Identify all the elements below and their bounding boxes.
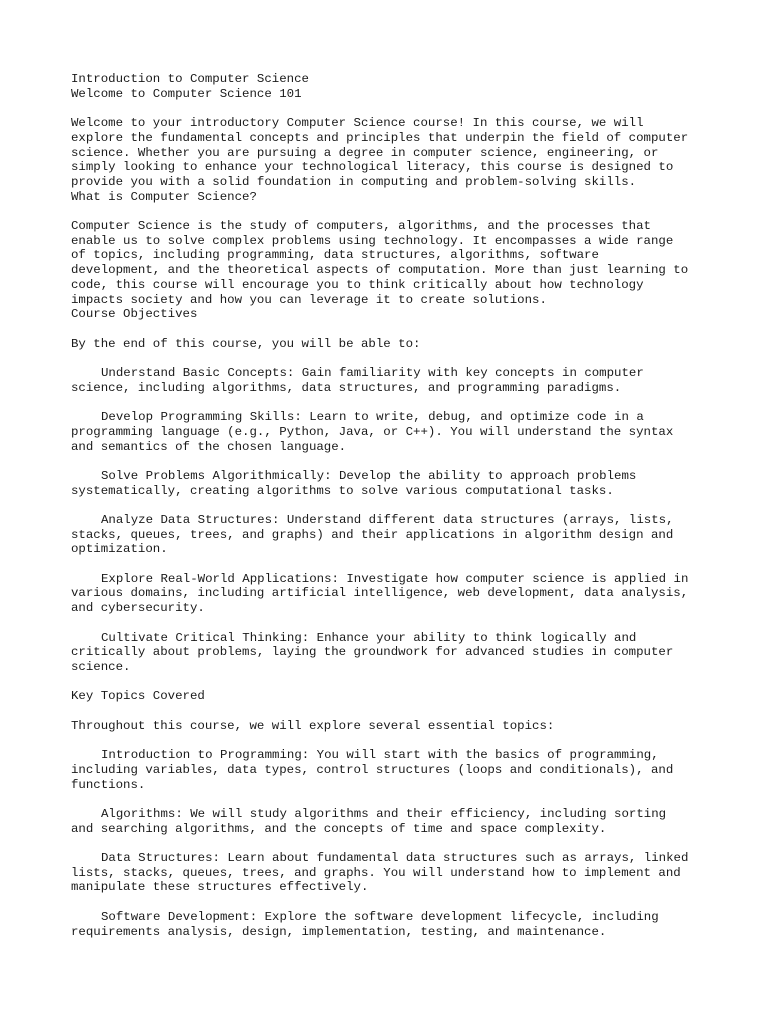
spacer: [71, 616, 711, 631]
what-line: impacts society and how you can leverage it to create solutions.: [71, 292, 547, 307]
document-page: [71, 72, 711, 939]
objective-line: and semantics of the chosen language.: [71, 439, 347, 454]
section-heading-what: What is Computer Science?: [71, 189, 257, 204]
objective-line: Analyze Data Structures: Understand different data structures (arrays, lists,: [101, 512, 674, 527]
document-subtitle: Welcome to Computer Science 101: [71, 86, 302, 101]
objective-line: Solve Problems Algorithmically: Develop the ability to approach problems: [101, 468, 637, 483]
objective-item: [71, 410, 711, 454]
topics-intro: Throughout this course, we will explore several essential topics:: [71, 718, 555, 733]
objective-line: optimization.: [71, 542, 168, 557]
objective-item: [71, 631, 711, 675]
spacer: [71, 454, 711, 469]
section-heading-topics: Key Topics Covered: [71, 689, 205, 704]
topic-line: including variables, data types, control structures (loops and conditionals), and: [71, 762, 674, 777]
spacer: [71, 395, 711, 410]
intro-line: explore the fundamental concepts and principles that underpin the field of computer: [71, 130, 689, 145]
topic-item: [71, 851, 711, 895]
objective-line: programming language (e.g., Python, Java, or C++). You will understand the syntax: [71, 424, 674, 439]
objective-line: Understand Basic Concepts: Gain familiarity with key concepts in computer: [101, 366, 644, 380]
what-paragraph: [71, 219, 711, 307]
what-line: of topics, including programming, data structures, algorithms, software: [71, 248, 599, 263]
intro-line: science. Whether you are pursuing a degree in computer science, engineering, or: [71, 145, 659, 160]
objective-item: [71, 513, 711, 557]
objective-line: Develop Programming Skills: Learn to write, debug, and optimize code in a: [101, 410, 644, 425]
objective-item: [71, 572, 711, 616]
spacer: [71, 557, 711, 572]
topic-item: [71, 910, 711, 939]
intro-paragraph: [71, 116, 711, 190]
spacer: [71, 351, 711, 366]
spacer: [71, 498, 711, 513]
objective-line: science, including algorithms, data structures, and programming paradigms.: [71, 380, 622, 395]
what-line: Computer Science is the study of computers, algorithms, and the processes that: [71, 219, 651, 233]
document-title: Introduction to Computer Science: [71, 72, 309, 86]
intro-line: simply looking to enhance your technological literacy, this course is designed to: [71, 160, 674, 175]
spacer: [71, 895, 711, 910]
objective-item: [71, 366, 711, 395]
topic-line: functions.: [71, 777, 146, 792]
section-heading-objectives: Course Objectives: [71, 307, 198, 322]
objective-line: stacks, queues, trees, and graphs) and their applications in algorithm design and: [71, 527, 674, 542]
spacer: [71, 792, 711, 807]
objective-line: systematically, creating algorithms to solve various computational tasks.: [71, 483, 614, 498]
spacer: [71, 322, 711, 337]
objective-line: critically about problems, laying the groundwork for advanced studies in computer: [71, 645, 674, 660]
objective-line: various domains, including artificial intelligence, web development, data analysis,: [71, 586, 689, 601]
topic-item: [71, 807, 711, 836]
spacer: [71, 204, 711, 219]
topic-line: manipulate these structures effectively.: [71, 880, 369, 895]
what-line: code, this course will encourage you to think critically about how technology: [71, 277, 644, 292]
objective-line: Cultivate Critical Thinking: Enhance your ability to think logically and: [101, 630, 637, 645]
what-line: development, and the theoretical aspects of computation. More than just learning to: [71, 263, 689, 278]
objective-line: Explore Real-World Applications: Investigate how computer science is applied in: [101, 571, 689, 586]
topic-line: lists, stacks, queues, trees, and graphs. You will understand how to implement and: [71, 865, 681, 880]
topic-line: Data Structures: Learn about fundamental data structures such as arrays, linked: [101, 851, 689, 866]
spacer: [71, 101, 711, 116]
spacer: [71, 675, 711, 690]
topic-line: Algorithms: We will study algorithms and their efficiency, including sorting: [101, 806, 667, 821]
topic-line: requirements analysis, design, implementation, testing, and maintenance.: [71, 924, 607, 939]
what-line: enable us to solve complex problems using technology. It encompasses a wide range: [71, 233, 674, 248]
intro-line: Welcome to your introductory Computer Science course! In this course, we will: [71, 116, 644, 131]
objective-item: [71, 469, 711, 498]
intro-line: provide you with a solid foundation in computing and problem-solving skills.: [71, 174, 637, 189]
spacer: [71, 733, 711, 748]
objective-line: and cybersecurity.: [71, 601, 205, 616]
spacer: [71, 836, 711, 851]
topic-line: Software Development: Explore the software development lifecycle, including: [101, 909, 659, 924]
objectives-intro: By the end of this course, you will be able to:: [71, 336, 421, 351]
spacer: [71, 704, 711, 719]
objective-line: science.: [71, 659, 131, 674]
topic-line: Introduction to Programming: You will start with the basics of programming,: [101, 748, 659, 763]
topic-line: and searching algorithms, and the concepts of time and space complexity.: [71, 821, 607, 836]
topic-item: [71, 748, 711, 792]
